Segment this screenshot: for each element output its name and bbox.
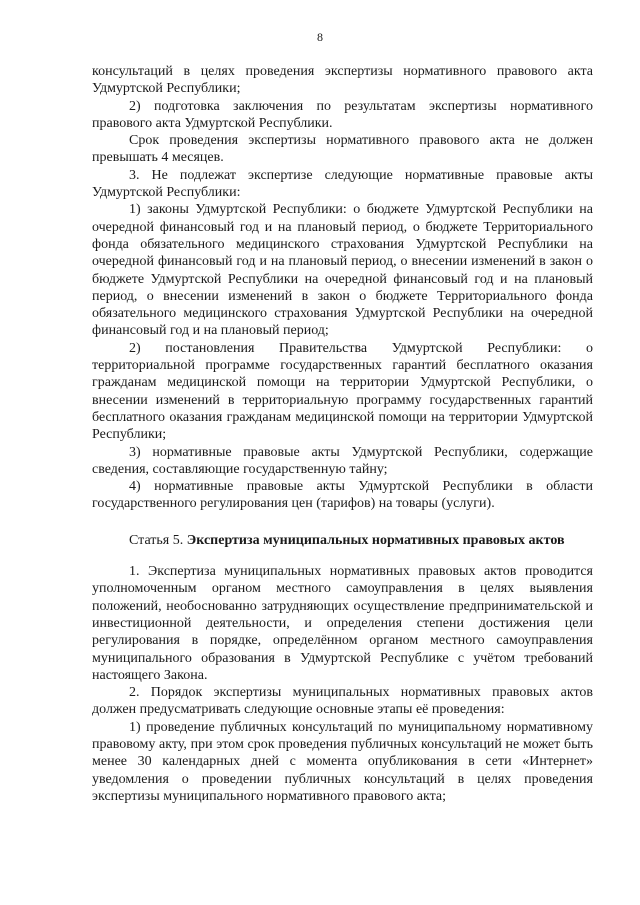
article-label: Статья 5. bbox=[129, 532, 184, 548]
article-title: Экспертиза муниципальных нормативных правовых актов bbox=[186, 532, 565, 548]
page-number: 8 bbox=[317, 30, 323, 44]
paragraph-continuation: консультаций в целях проведения экспертизы нормативного правового акта Удмуртской Республики; bbox=[92, 64, 593, 97]
paragraph-subitem-1: 1) законы Удмуртской Республики: о бюджете Удмуртской Республики на очередной финансовый год и на плановый период, о бюджете Территориального фонда обязательного медицинского страхования Удмуртской Республики на очередной финансовый год и на плановый период, о внесении изменений в закон о бюджете Удмуртской Республики на очередной финансовый год и на плановый период, о внесении изменений в закон о бюджете Территориального фонда обязательного медицинского страхования Удмуртской Республики на очередной финансовый год и на плановый период; bbox=[92, 202, 593, 339]
paragraph-point-1: 1. Экспертиза муниципальных нормативных правовых актов проводится уполномоченным органом местного самоуправления в целях выявления положений, необоснованно затрудняющих осуществление предпринимательской и инвестиционной деятельности, и определения степени достижения цели регулирования в порядке, определённом органом местного самоуправления муниципального образования в Удмуртской Республике с учётом требований настоящего Закона. bbox=[92, 564, 593, 683]
article-heading bbox=[92, 532, 593, 549]
paragraph-deadline: Срок проведения экспертизы нормативного правового акта не должен превышать 4 месяцев. bbox=[92, 133, 593, 166]
paragraph-point-3: 3. Не подлежат экспертизе следующие нормативные правовые акты Удмуртской Республики: bbox=[92, 167, 593, 201]
paragraph-stage-1: 1) проведение публичных консультаций по муниципальному нормативному правовому акту, при этом срок проведения публичных консультаций не может быть менее 30 календарных дней с момента опубликования в сети «Интернет» уведомления о проведении публичных консультаций в целях проведения экспертизы муниципального нормативного правового акта; bbox=[92, 719, 593, 804]
paragraph-point-2: 2. Порядок экспертизы муниципальных нормативных правовых актов должен предусматривать следующие основные этапы её проведения: bbox=[92, 685, 593, 718]
document-body bbox=[92, 63, 593, 805]
paragraph-subitem-3: 3) нормативные правовые акты Удмуртской Республики, содержащие сведения, составляющие государственную тайну; bbox=[92, 444, 593, 477]
paragraph-subitem-2: 2) постановления Правительства Удмуртской Республики: о территориальной программе государственных гарантий бесплатного оказания гражданам медицинской помощи на территории Удмуртской Республики, о внесении изменений в территориальную программу государственных гарантий бесплатного оказания гражданам медицинской помощи на территории Удмуртской Республики; bbox=[92, 340, 593, 443]
paragraph-item-2: 2) подготовка заключения по результатам экспертизы нормативного правового акта Удмуртской Республики. bbox=[92, 98, 593, 131]
paragraph-subitem-4: 4) нормативные правовые акты Удмуртской Республики в области государственного регулирования цен (тарифов) на товары (услуги). bbox=[92, 479, 593, 512]
